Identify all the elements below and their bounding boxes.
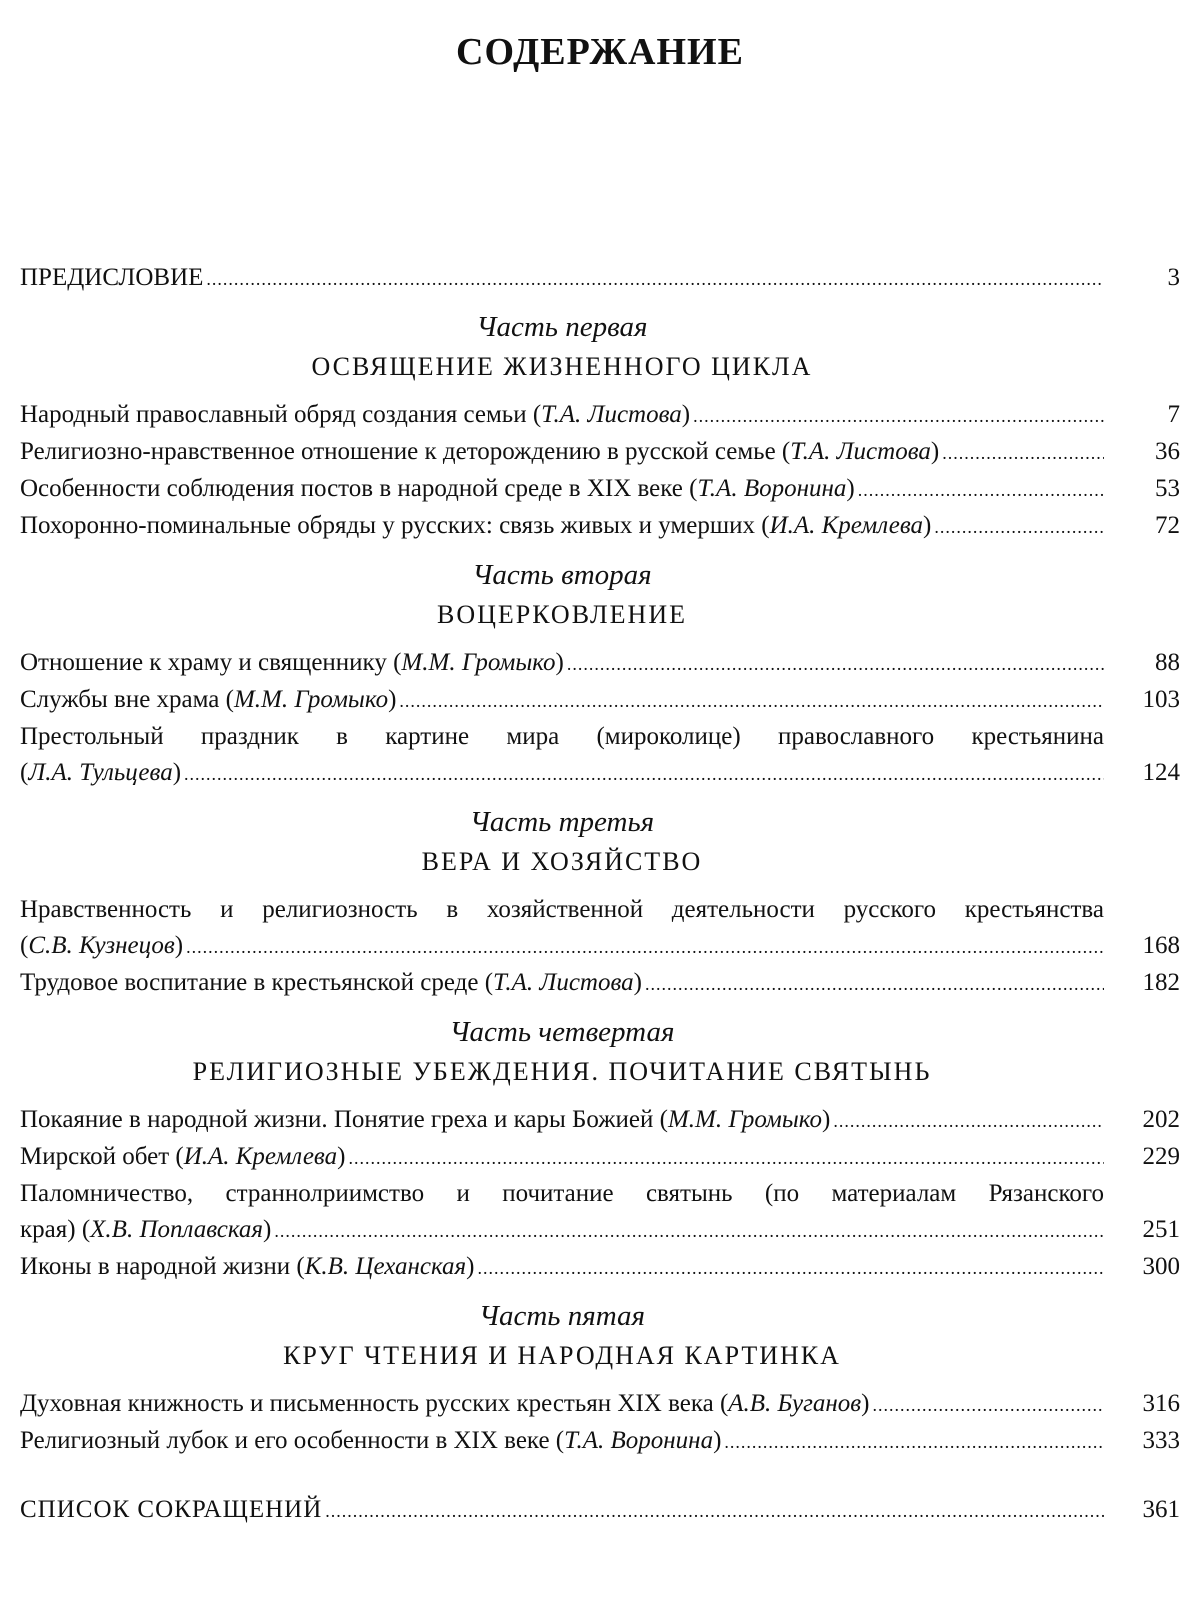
toc-entry[interactable] (20, 1102, 1180, 1139)
entry-title-line: Нравственность и религиозность в хозяйственной деятельности русского крестьянства (20, 896, 1104, 923)
entry-title (20, 928, 183, 964)
entry-author: С.В. Кузнецов (28, 932, 175, 959)
entry-title (20, 1212, 271, 1248)
entry-label: СПИСОК СОКРАЩЕНИЙ (20, 1496, 323, 1523)
entry-close: ) (172, 759, 182, 786)
part-title: Часть первая (476, 311, 648, 343)
page-number: 72 (1155, 512, 1180, 539)
part-title: Часть четвертая (449, 1016, 675, 1048)
entry-body (20, 1139, 1104, 1176)
entry-text: края) ( (20, 1216, 91, 1243)
entry-text: ( (20, 759, 29, 786)
entry-close: ) (930, 438, 940, 465)
entry-text: Религиозный лубок и его особенности в XIX веке ( (20, 1427, 565, 1454)
entry-author: Т.А. Листова (541, 401, 682, 428)
entry-title-line: Престольный праздник в картине мира (мироколице) православного крестьянина (20, 723, 1104, 750)
toc-entry-preface[interactable] (20, 260, 1180, 297)
dot-leader (942, 435, 1104, 471)
entry-title (20, 755, 181, 791)
toc-entry[interactable] (20, 508, 1180, 545)
entry-close: ) (466, 1253, 475, 1280)
entry-text: Покаяние в народной жизни. Понятие греха и кары Божией ( (20, 1106, 668, 1133)
dot-leader (399, 683, 1104, 719)
entry-text: Религиозно-нравственное отношение к деторождению в русской семье ( (20, 438, 791, 465)
parts-container (20, 307, 1180, 1470)
entry-close: ) (681, 401, 691, 428)
toc-part (20, 307, 1180, 555)
entry-body (20, 1102, 1104, 1139)
entry-title (20, 397, 690, 433)
entry-author: Т.А. Листова (790, 438, 931, 465)
dot-leader (186, 929, 1104, 965)
dot-leader (693, 398, 1104, 434)
entry-title (20, 1102, 830, 1138)
part-subtitle: КРУГ ЧТЕНИЯ И НАРОДНАЯ КАРТИНКА (283, 1341, 841, 1370)
part-title: Часть вторая (472, 559, 652, 591)
toc-entry-line (20, 892, 1180, 928)
entry-title (20, 645, 564, 681)
entry-text: Мирской обет ( (20, 1143, 184, 1170)
part-subtitle: ВЕРА И ХОЗЯЙСТВО (421, 847, 703, 876)
entry-author: Т.А. Воронина (697, 475, 847, 502)
entry-text: Похоронно-поминальные обряды у русских: связь живых и умерших ( (20, 512, 770, 539)
entry-close: ) (713, 1427, 722, 1454)
toc-entry[interactable] (20, 682, 1180, 719)
toc-entry[interactable] (20, 965, 1180, 1002)
entry-close: ) (861, 1390, 870, 1417)
dot-leader (872, 1387, 1104, 1423)
page-number: 333 (1142, 1427, 1180, 1454)
page-number: 124 (1142, 759, 1180, 786)
toc-entry[interactable] (20, 1423, 1180, 1460)
entry-author: Х.В. Поплавская (90, 1216, 264, 1243)
dot-leader (325, 1493, 1104, 1529)
entry-body (20, 1249, 1104, 1286)
toc-part (20, 1012, 1180, 1296)
entry-author: К.В. Цеханская (304, 1253, 467, 1280)
toc-entry[interactable] (20, 1386, 1180, 1423)
dot-leader (567, 646, 1104, 682)
toc-entry[interactable] (20, 928, 1180, 965)
entry-close: ) (174, 932, 184, 959)
entry-text: Народный православный обряд создания семьи ( (20, 401, 542, 428)
page-title: СОДЕРЖАНИЕ (456, 31, 744, 73)
entry-body (20, 1423, 1104, 1460)
entry-close: ) (263, 1216, 272, 1243)
entry-close: ) (633, 969, 642, 996)
entry-close: ) (388, 686, 397, 713)
page-number: 88 (1155, 649, 1180, 676)
page-number: 3 (1167, 264, 1180, 291)
dot-leader (348, 1140, 1104, 1176)
entry-author: А.В. Буганов (728, 1390, 862, 1417)
entry-title (20, 508, 931, 544)
entry-text: Службы вне храма ( (20, 686, 234, 713)
entry-title (20, 434, 939, 470)
table-of-contents (20, 260, 1180, 1529)
entry-body (20, 1212, 1104, 1249)
entry-text: ( (20, 932, 29, 959)
entry-title (20, 965, 642, 1001)
entry-author: М.М. Громыко (233, 686, 389, 713)
entry-close: ) (555, 649, 564, 676)
page-number: 361 (1142, 1496, 1180, 1523)
page-number: 7 (1167, 401, 1180, 428)
part-title: Часть третья (469, 806, 655, 838)
dot-leader (206, 261, 1104, 297)
dot-leader (274, 1213, 1104, 1249)
page-number: 251 (1142, 1216, 1180, 1243)
page-number: 36 (1155, 438, 1180, 465)
entry-author: Т.А. Листова (493, 969, 634, 996)
entry-author: И.А. Кремлева (183, 1143, 338, 1170)
entry-body (20, 645, 1104, 682)
entry-body (20, 471, 1104, 508)
toc-entry-line (20, 1176, 1180, 1212)
entry-close: ) (923, 512, 932, 539)
dot-leader (645, 966, 1104, 1002)
entry-title (20, 1386, 869, 1422)
entry-title (20, 1139, 345, 1175)
entry-close: ) (337, 1143, 346, 1170)
entry-body (20, 1386, 1104, 1423)
page-number: 229 (1142, 1143, 1180, 1170)
toc-part (20, 1296, 1180, 1470)
toc-entry-line (20, 719, 1180, 755)
entry-author: М.М. Громыко (401, 649, 556, 676)
page-number: 300 (1142, 1253, 1180, 1280)
entry-title (20, 1249, 475, 1285)
dot-leader (478, 1250, 1105, 1286)
entry-text: Духовная книжность и письменность русских крестьян XIX века ( (20, 1390, 729, 1417)
page-number: 316 (1142, 1390, 1180, 1417)
entry-title (20, 471, 855, 507)
entry-title (20, 682, 396, 718)
entry-close: ) (846, 475, 855, 502)
entry-author: Л.А. Тульцева (28, 759, 173, 786)
toc-entry[interactable] (20, 1212, 1180, 1249)
page-number: 103 (1142, 686, 1180, 713)
dot-leader (184, 756, 1104, 792)
entry-text: Отношение к храму и священнику ( (20, 649, 402, 676)
toc-entry-abbreviations[interactable] (20, 1492, 1180, 1529)
toc-entry[interactable] (20, 397, 1180, 434)
toc-entry[interactable] (20, 645, 1180, 682)
entry-body (20, 682, 1104, 719)
entry-author: Т.А. Воронина (564, 1427, 714, 1454)
dot-leader (833, 1103, 1104, 1139)
toc-entry[interactable] (20, 1139, 1180, 1176)
page-number: 202 (1142, 1106, 1180, 1133)
dot-leader (934, 509, 1104, 545)
page-number: 182 (1142, 969, 1180, 996)
entry-body (20, 755, 1104, 792)
part-subtitle: ВОЦЕРКОВЛЕНИЕ (436, 600, 687, 629)
entry-author: М.М. Громыко (667, 1106, 823, 1133)
entry-text: Особенности соблюдения постов в народной среде в XIX веке ( (20, 475, 698, 502)
entry-body (20, 928, 1104, 965)
entry-close: ) (822, 1106, 831, 1133)
entry-author: И.А. Кремлева (769, 512, 924, 539)
dot-leader (724, 1424, 1104, 1460)
page-number: 53 (1155, 475, 1180, 502)
entry-title (20, 1423, 721, 1459)
toc-entry[interactable] (20, 1249, 1180, 1286)
entry-text: Иконы в народной жизни ( (20, 1253, 305, 1280)
entry-body (20, 434, 1104, 471)
toc-part (20, 802, 1180, 1012)
dot-leader (858, 472, 1104, 508)
part-title: Часть пятая (479, 1300, 645, 1332)
entry-body (20, 965, 1104, 1002)
entry-title-line: Паломничество, страннолриимство и почитание святынь (по материалам Рязанского (20, 1180, 1104, 1207)
toc-entry[interactable] (20, 434, 1180, 471)
entry-text: Трудовое воспитание в крестьянской среде ( (20, 969, 494, 996)
entry-body (20, 508, 1104, 545)
entry-body (20, 397, 1104, 434)
entry-label: ПРЕДИСЛОВИЕ (20, 264, 204, 291)
toc-entry[interactable] (20, 755, 1180, 792)
part-subtitle: ОСВЯЩЕНИЕ ЖИЗНЕННОГО ЦИКЛА (311, 352, 813, 381)
toc-part (20, 555, 1180, 802)
part-subtitle: РЕЛИГИОЗНЫЕ УБЕЖДЕНИЯ. ПОЧИТАНИЕ СВЯТЫНЬ (192, 1057, 932, 1086)
toc-entry[interactable] (20, 471, 1180, 508)
page-number: 168 (1142, 932, 1180, 959)
